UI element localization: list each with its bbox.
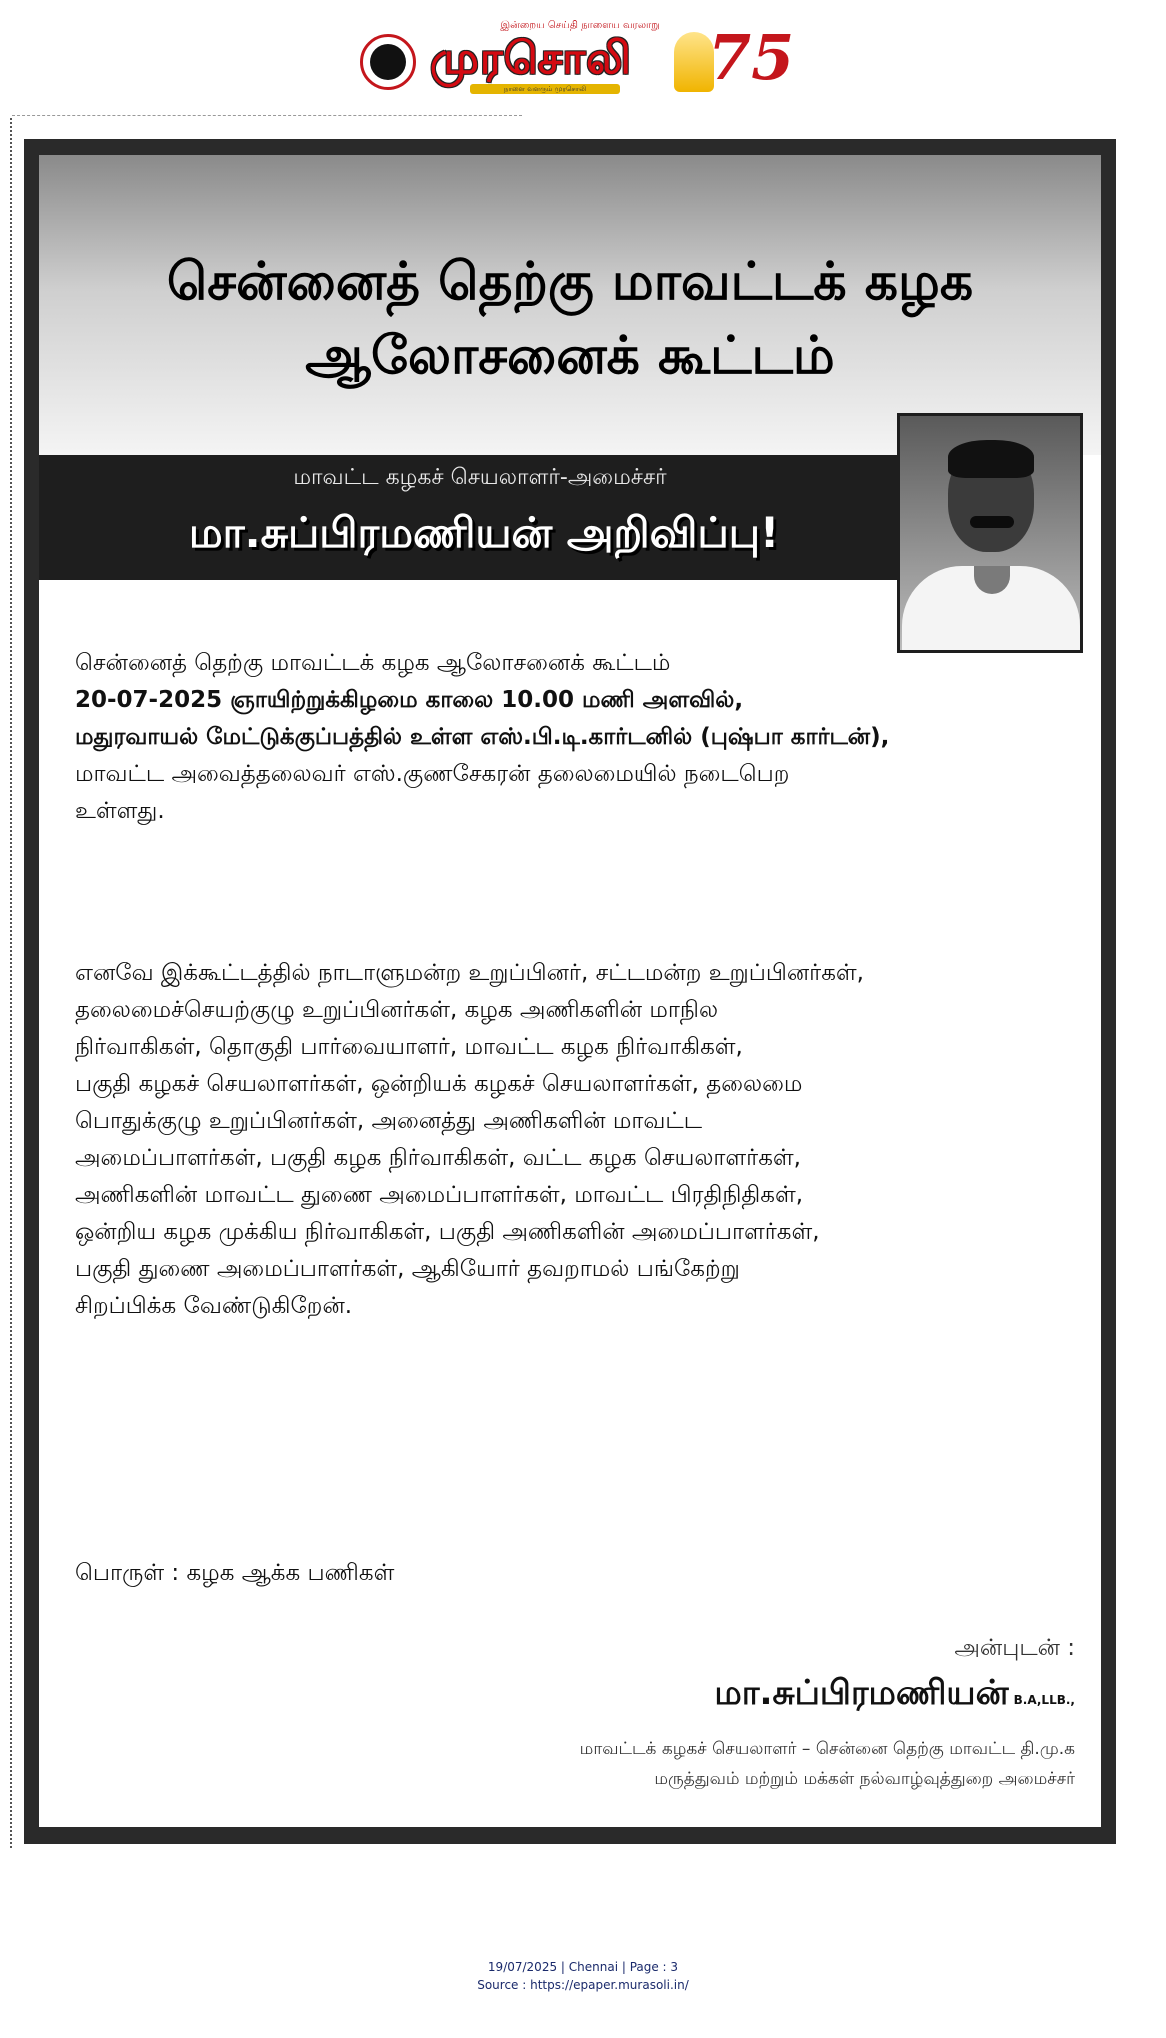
name-banner: மா.சுப்பிரமணியன் அறிவிப்பு!	[188, 508, 780, 557]
invitees-paragraph	[75, 955, 1085, 1325]
headline-band	[39, 155, 1101, 455]
page-footer	[0, 1958, 1166, 1994]
name-band	[39, 455, 921, 580]
top-divider	[12, 115, 522, 116]
party-emblem-icon	[360, 34, 416, 90]
masthead	[350, 20, 810, 98]
ad-headline	[39, 245, 1101, 393]
ad-content	[39, 155, 1101, 1827]
signature-degree: B.A,LLB.,	[1013, 1693, 1075, 1707]
paragraph-line: 20-07-2025 ஞாயிற்றுக்கிழமை காலை 10.00 மணி அளவில்,	[75, 687, 744, 713]
ad-subtitle: மாவட்ட கழகச் செயலாளர்-அமைச்சர்	[293, 465, 667, 490]
masthead-tagline: இன்றைய செய்தி நாளைய வரலாறு	[500, 20, 660, 31]
newspaper-logo: முரசொலி	[430, 33, 632, 84]
footer-date-page: 19/07/2025 | Chennai | Page : 3	[487, 1960, 679, 1974]
signature-designation: மருத்துவம் மற்றும் மக்கள் நல்வாழ்வுத்துறை அமைச்சர்	[654, 1769, 1075, 1789]
paragraph-line: ஒன்றிய கழக முக்கிய நிர்வாகிகள், பகுதி அணிகளின் அமைப்பாளர்கள்,	[75, 1219, 820, 1245]
headline-line-1: சென்னைத் தெற்கு மாவட்டக் கழக	[166, 252, 974, 312]
paragraph-line: பகுதி கழகச் செயலாளர்கள், ஒன்றியக் கழகச் செயலாளர்கள், தலைமை	[75, 1071, 803, 1097]
paragraph-line: பகுதி துணை அமைப்பாளர்கள், ஆகியோர் தவறாமல் பங்கேற்று	[75, 1256, 740, 1282]
paragraph-line: உள்ளது.	[75, 798, 165, 824]
signature	[714, 1673, 1075, 1717]
anniversary-number: 75	[708, 21, 795, 94]
paragraph-line: எனவே இக்கூட்டத்தில் நாடாளுமன்ற உறுப்பினர், சட்டமன்ற உறுப்பினர்கள்,	[75, 960, 864, 986]
anniversary-badge	[668, 22, 808, 98]
headline-line-2: ஆலோசனைக் கூட்டம்	[305, 326, 835, 386]
announcement-ad	[24, 139, 1116, 1844]
paragraph-line: சிறப்பிக்க வேண்டுகிறேன்.	[75, 1293, 353, 1319]
signature-name: மா.சுப்பிரமணியன்	[714, 1673, 1009, 1713]
paragraph-line: நிர்வாகிகள், தொகுதி பார்வையாளர், மாவட்ட கழக நிர்வாகிகள்,	[75, 1034, 743, 1060]
signature-greeting: அன்புடன் :	[954, 1635, 1075, 1661]
paragraph-line: அணிகளின் மாவட்ட துணை அமைப்பாளர்கள், மாவட்ட பிரதிநிதிகள்,	[75, 1182, 804, 1208]
logo-subtext: நாளை வளரும் முரசொலி	[470, 84, 620, 94]
subject-line: பொருள் : கழக ஆக்க பணிகள்	[75, 1560, 395, 1586]
footer-source: Source : https://epaper.murasoli.in/	[477, 1978, 689, 1992]
paragraph-line: மதுரவாயல் மேட்டுக்குப்பத்தில் உள்ள எஸ்.பி.டி.கார்டனில் (புஷ்பா கார்டன்),	[75, 724, 890, 750]
paragraph-line: தலைமைச்செயற்குழு உறுப்பினர்கள், கழக அணிகளின் மாநில	[75, 997, 719, 1023]
signature-designation: மாவட்டக் கழகச் செயலாளர் – சென்னை தெற்கு மாவட்ட தி.மு.க	[579, 1739, 1075, 1759]
portrait-photo	[897, 413, 1083, 653]
paragraph-line: அமைப்பாளர்கள், பகுதி கழக நிர்வாகிகள், வட்ட கழக செயலாளர்கள்,	[75, 1145, 801, 1171]
paragraph-line: பொதுக்குழு உறுப்பினர்கள், அனைத்து அணிகளின் மாவட்ட	[75, 1108, 703, 1134]
paragraph-line: சென்னைத் தெற்கு மாவட்டக் கழக ஆலோசனைக் கூட்டம்	[75, 650, 671, 676]
paragraph-line: மாவட்ட அவைத்தலைவர் எஸ்.குணசேகரன் தலைமையில் நடைபெற	[75, 761, 790, 787]
margin-divider	[10, 118, 12, 1848]
announcement-paragraph	[75, 645, 1085, 830]
